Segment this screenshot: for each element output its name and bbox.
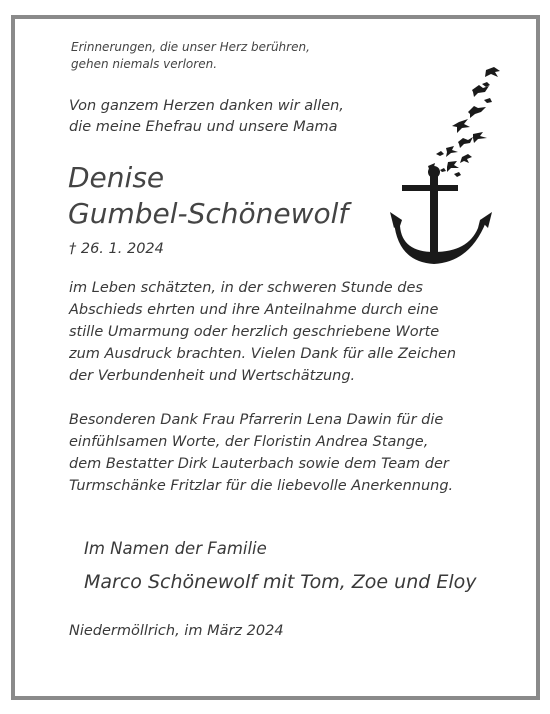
paragraph-line: zum Ausdruck brachten. Vielen Dank für alle Zeichen bbox=[69, 346, 457, 362]
paragraph-line: Turmschänke Fritzlar für die liebevolle Anerkennung. bbox=[69, 478, 454, 494]
paragraph-line: einfühlsamen Worte, der Floristin Andrea Stange, bbox=[69, 434, 429, 450]
intro-line: die meine Ehefrau und unsere Mama bbox=[69, 119, 338, 135]
paragraph-line: im Leben schätzten, in der schweren Stunde des bbox=[69, 280, 423, 296]
family-names: Marco Schönewolf mit Tom, Zoe und Eloy bbox=[84, 571, 477, 593]
name-line-last: Gumbel-Schönewolf bbox=[68, 197, 349, 230]
family-lead: Im Namen der Familie bbox=[84, 539, 267, 558]
thanks-intro bbox=[69, 96, 344, 138]
paragraph-line: dem Bestatter Dirk Lauterbach sowie dem Team der bbox=[69, 456, 449, 472]
paragraph-line: stille Umarmung oder herzlich geschriebene Worte bbox=[69, 324, 440, 340]
intro-line: Von ganzem Herzen danken wir allen, bbox=[69, 98, 344, 114]
thanks-paragraph-2 bbox=[69, 409, 453, 497]
paragraph-line: Besonderen Dank Frau Pfarrerin Lena Dawin für die bbox=[69, 412, 444, 428]
place-date: Niedermöllrich, im März 2024 bbox=[69, 623, 284, 639]
birds-flock bbox=[428, 67, 500, 177]
anchor-with-birds-icon bbox=[388, 62, 513, 267]
quote-line: gehen niemals verloren. bbox=[71, 57, 218, 71]
deceased-name bbox=[68, 160, 348, 232]
anchor-shape bbox=[390, 166, 492, 264]
name-line-first: Denise bbox=[68, 161, 165, 194]
thanks-paragraph-1 bbox=[69, 277, 456, 387]
paragraph-line: der Verbundenheit und Wertschätzung. bbox=[69, 368, 356, 384]
memorial-quote bbox=[71, 39, 310, 73]
death-date: † 26. 1. 2024 bbox=[69, 241, 164, 257]
quote-line: Erinnerungen, die unser Herz berühren, bbox=[71, 40, 310, 54]
paragraph-line: Abschieds ehrten und ihre Anteilnahme durch eine bbox=[69, 302, 439, 318]
